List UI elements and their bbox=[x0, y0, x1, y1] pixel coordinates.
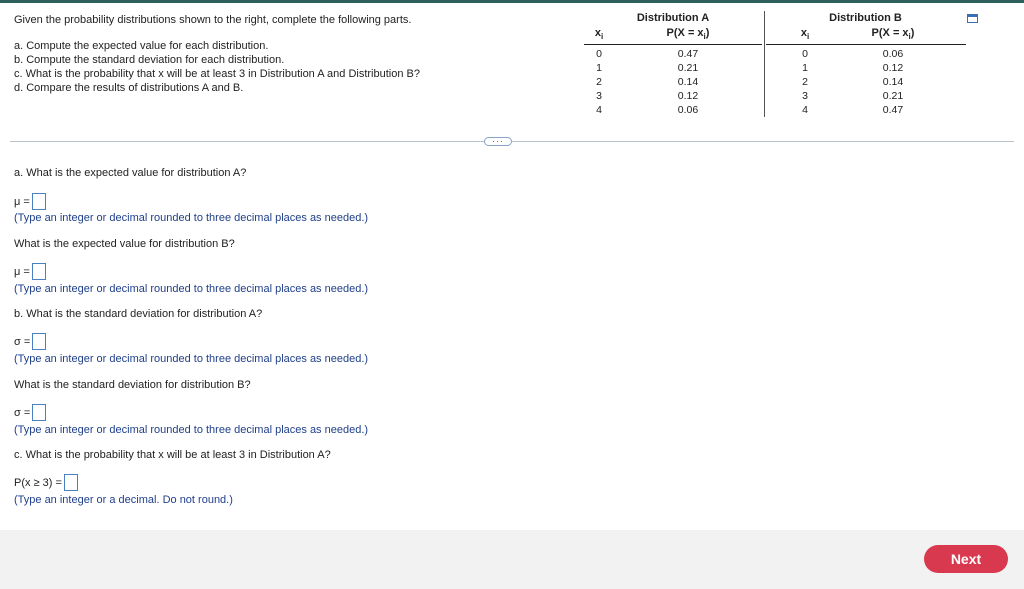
dist-b-x-value: 3 bbox=[802, 90, 808, 102]
prob-a-label: P(x ≥ 3) = bbox=[14, 476, 62, 489]
question-c-prob-a: c. What is the probability that x will be at least 3 in Distribution A? bbox=[14, 449, 331, 461]
mu-b-label: μ = bbox=[14, 265, 30, 278]
dist-a-p-value: 0.47 bbox=[677, 48, 699, 60]
dist-a-p-header: $P(X = x_i)$ bbox=[666, 27, 710, 42]
dist-b-p-value: 0.47 bbox=[882, 104, 904, 116]
answer-prob-a bbox=[14, 474, 78, 491]
dist-b-p-column bbox=[820, 11, 966, 116]
dist-b-p-value: 0.21 bbox=[882, 90, 904, 102]
part-a-text: a. Compute the expected value for each distribution. bbox=[14, 40, 269, 52]
part-b-text: b. Compute the standard deviation for each distribution. bbox=[14, 54, 285, 66]
dist-b-x-value: 4 bbox=[802, 104, 808, 116]
dist-b-p-value: 0.12 bbox=[882, 62, 904, 74]
question-b-sd-b: What is the standard deviation for distribution B? bbox=[14, 379, 251, 391]
dist-a-p-value: 0.12 bbox=[677, 90, 699, 102]
hint-mu-b: (Type an integer or decimal rounded to three decimal places as needed.) bbox=[14, 283, 369, 295]
mu-b-input[interactable] bbox=[32, 263, 46, 280]
dist-b-p-value: 0.06 bbox=[882, 48, 904, 60]
expand-more-button[interactable]: ··· bbox=[484, 137, 512, 146]
dist-b-x-value: 1 bbox=[802, 62, 808, 74]
footer-bar bbox=[0, 530, 1024, 589]
sigma-b-input[interactable] bbox=[32, 404, 46, 421]
dist-a-x-value: 4 bbox=[596, 104, 602, 116]
problem-lead: Given the probability distributions shown to the right, complete the following parts. bbox=[14, 14, 412, 26]
problem-statement bbox=[14, 13, 574, 95]
question-a-expected-a: a. What is the expected value for distribution A? bbox=[14, 167, 247, 179]
answer-mu-a bbox=[14, 193, 46, 210]
sigma-b-label: σ = bbox=[14, 406, 31, 419]
hint-sigma-b: (Type an integer or decimal rounded to three decimal places as needed.) bbox=[14, 424, 369, 436]
mu-a-label: μ = bbox=[14, 195, 30, 208]
dist-a-x-value: 3 bbox=[596, 90, 602, 102]
top-accent-bar bbox=[0, 0, 1024, 3]
section-divider bbox=[10, 141, 1014, 142]
distribution-tables bbox=[584, 11, 969, 117]
dist-a-p-value: 0.14 bbox=[677, 76, 699, 88]
dist-a-x-value: 1 bbox=[596, 62, 602, 74]
problem-parts bbox=[14, 39, 574, 95]
dist-a-x-value: 2 bbox=[596, 76, 602, 88]
prob-a-input[interactable] bbox=[64, 474, 78, 491]
dist-a-p-column bbox=[614, 11, 762, 116]
dist-b-x-header: $x_i$ bbox=[800, 27, 810, 42]
dist-a-title: Distribution A bbox=[636, 12, 710, 24]
dist-b-title: Distribution B bbox=[829, 12, 902, 24]
dist-b-x-value: 2 bbox=[802, 76, 808, 88]
question-a-expected-b: What is the expected value for distribution B? bbox=[14, 238, 235, 250]
answer-sigma-b bbox=[14, 404, 46, 421]
mu-a-input[interactable] bbox=[32, 193, 46, 210]
hint-sigma-a: (Type an integer or decimal rounded to three decimal places as needed.) bbox=[14, 353, 369, 365]
table-divider bbox=[764, 11, 765, 117]
dist-b-x-value: 0 bbox=[802, 48, 808, 60]
sigma-a-input[interactable] bbox=[32, 333, 46, 350]
sigma-a-label: σ = bbox=[14, 335, 31, 348]
dist-a-p-value: 0.21 bbox=[677, 62, 699, 74]
hint-mu-a: (Type an integer or decimal rounded to three decimal places as needed.) bbox=[14, 212, 369, 224]
question-b-sd-a: b. What is the standard deviation for distribution A? bbox=[14, 308, 263, 320]
answer-mu-b bbox=[14, 263, 46, 280]
dist-a-x-header: $x_i$ bbox=[594, 27, 604, 42]
dist-b-p-value: 0.14 bbox=[882, 76, 904, 88]
part-c-text: c. What is the probability that x will be at least 3 in Distribution A and Distribution B? bbox=[14, 68, 420, 80]
dist-a-p-value: 0.06 bbox=[677, 104, 699, 116]
next-button[interactable]: Next bbox=[924, 545, 1008, 573]
popout-icon[interactable] bbox=[967, 14, 978, 23]
part-d-text: d. Compare the results of distributions A and B. bbox=[14, 82, 244, 94]
hint-prob-a: (Type an integer or a decimal. Do not round.) bbox=[14, 494, 233, 506]
dist-b-p-header: $P(X = x_i)$ bbox=[871, 27, 915, 42]
answer-sigma-a bbox=[14, 333, 46, 350]
dist-a-x-value: 0 bbox=[596, 48, 602, 60]
